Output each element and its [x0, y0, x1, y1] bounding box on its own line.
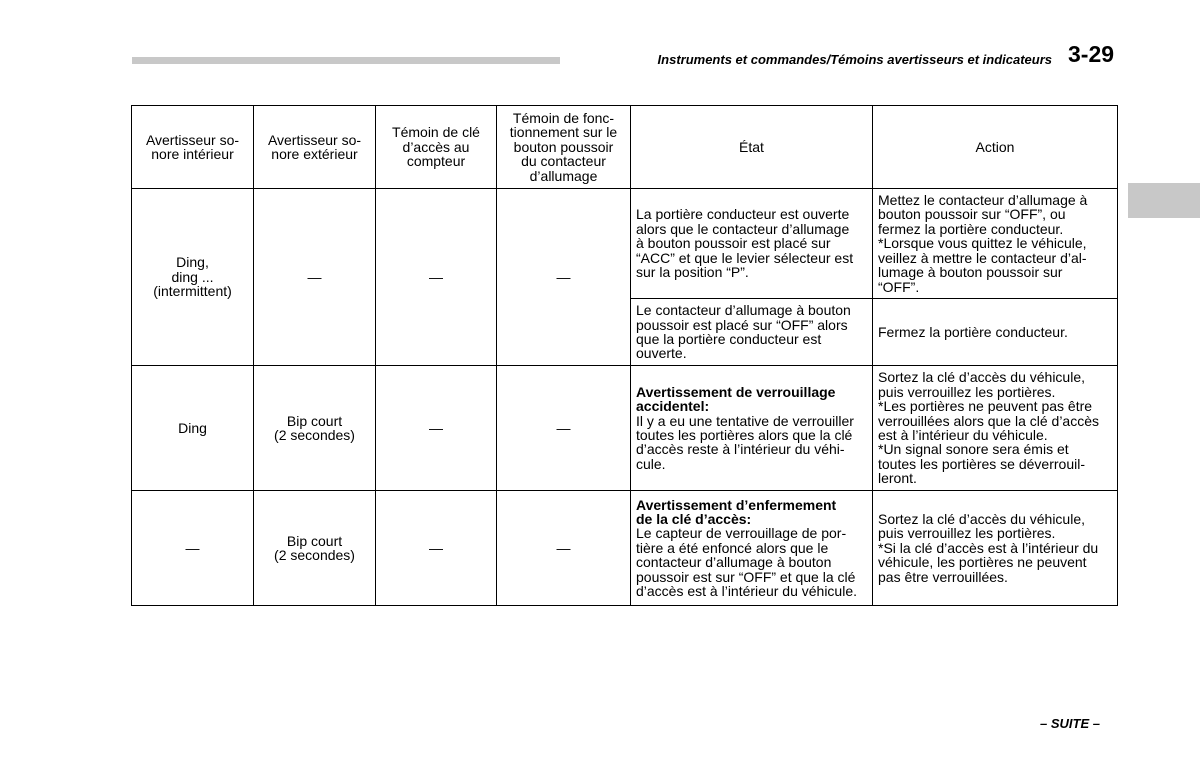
state-title: Avertissement d’enfermement — [636, 496, 837, 513]
cell-key-meter: — — [376, 366, 497, 491]
header-button-indicator: Témoin de fonc- tionnement sur le bouton poussoir du contacteur d’allumage — [497, 106, 631, 189]
cell-key-meter: — — [376, 189, 497, 366]
cell-state: Avertissement de verrouillage accidentel: Il y a eu une tentative de verrouiller toutes les portières alors que la clé d’accès reste à l’intérieur du véhi- cule. — [631, 366, 873, 491]
header-interior-buzzer: Avertisseur so- nore intérieur — [132, 106, 254, 189]
cell-exterior: Bip court (2 secondes) — [254, 491, 376, 606]
state-title: accidentel: — [636, 398, 710, 415]
state-title: Avertissement de verrouillage — [636, 383, 836, 400]
table-row — [132, 366, 1118, 491]
cell-key-meter: — — [376, 491, 497, 606]
page-number: 3-29 — [1068, 41, 1115, 67]
cell-interior: — — [132, 491, 254, 606]
table-header-row — [132, 106, 1118, 189]
table-row — [132, 491, 1118, 606]
warning-table — [131, 105, 1118, 606]
cell-state: Le contacteur d’allumage à bouton poussoir est placé sur “OFF” alors que la portière conducteur est ouverte. — [631, 299, 873, 366]
cell-action: Fermez la portière conducteur. — [873, 299, 1118, 366]
cell-exterior: — — [254, 189, 376, 366]
cell-action: Mettez le contacteur d’allumage à bouton poussoir sur “OFF”, ou fermez la portière conducteur. *Lorsque vous quittez le véhicule, veillez à mettre le contacteur d’al- lumage à bouton poussoir sur “OFF”. — [873, 189, 1118, 299]
cell-interior: Ding — [132, 366, 254, 491]
header-key-meter-indicator: Témoin de clé d’accès au compteur — [376, 106, 497, 189]
chapter-tab — [1128, 183, 1200, 218]
header-exterior-buzzer: Avertisseur so- nore extérieur — [254, 106, 376, 189]
cell-button-indicator: — — [497, 189, 631, 366]
cell-button-indicator: — — [497, 366, 631, 491]
header-state: État — [631, 106, 873, 189]
page-header-title: Instruments et commandes/Témoins avertisseurs et indicateurs — [560, 51, 1052, 69]
state-title: de la clé d’accès: — [636, 510, 752, 527]
cell-state: Avertissement d’enfermement de la clé d’accès: Le capteur de verrouillage de por- tière a été enfoncé alors que le contacteur d’allumage à bouton poussoir est sur “OFF” et que la clé d’accès est à l’intérieur du véhicule. — [631, 491, 873, 606]
header-action: Action — [873, 106, 1118, 189]
cell-exterior: Bip court (2 secondes) — [254, 366, 376, 491]
cell-action: Sortez la clé d’accès du véhicule, puis verrouillez les portières. *Si la clé d’accès est à l’intérieur du véhicule, les portières ne peuvent pas être verrouillées. — [873, 491, 1118, 606]
continued-label: – SUITE – — [1040, 716, 1100, 731]
cell-interior: Ding, ding ... (intermittent) — [132, 189, 254, 366]
cell-state: La portière conducteur est ouverte alors que le contacteur d’allumage à bouton poussoir est placé sur “ACC” et que le levier sélecteur est sur la position “P”. — [631, 189, 873, 299]
table-row — [132, 189, 1118, 299]
cell-button-indicator: — — [497, 491, 631, 606]
cell-action: Sortez la clé d’accès du véhicule, puis verrouillez les portières. *Les portières ne peuvent pas être verrouillées alors que la clé d’accès est à l’intérieur du véhicule. *Un signal sonore sera émis et toutes les portières se déverrouil- leront. — [873, 366, 1118, 491]
